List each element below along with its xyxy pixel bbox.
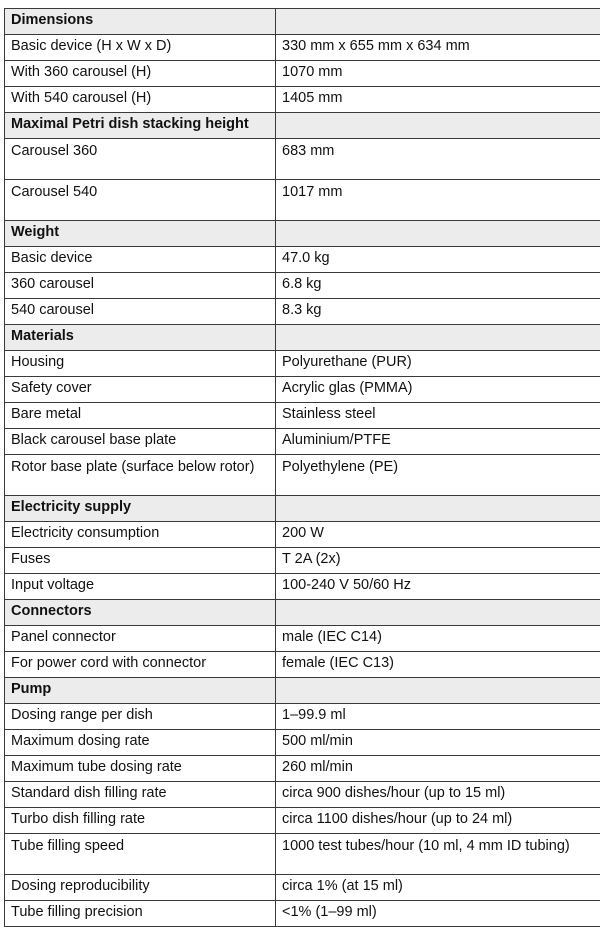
spec-value: circa 900 dishes/hour (up to 15 ml) (276, 782, 600, 808)
spec-value: 47.0 kg (276, 247, 600, 273)
spec-label: Maximum tube dosing rate (5, 756, 276, 782)
table-row (5, 834, 600, 875)
spec-value: Stainless steel (276, 403, 600, 429)
spec-value: 1000 test tubes/hour (10 ml, 4 mm ID tubing) (276, 834, 600, 875)
spec-label: Electricity consumption (5, 522, 276, 548)
spec-value: 683 mm (276, 139, 600, 180)
spec-value: 200 W (276, 522, 600, 548)
section-title-empty-cell (276, 325, 600, 351)
spec-value: 1017 mm (276, 180, 600, 221)
table-row (5, 782, 600, 808)
spec-label: Panel connector (5, 626, 276, 652)
table-row (5, 548, 600, 574)
spec-label: Bare metal (5, 403, 276, 429)
section-title: Pump (5, 678, 276, 704)
specifications-table-body (5, 9, 600, 927)
table-row (5, 574, 600, 600)
table-row (5, 61, 600, 87)
spec-value: 1405 mm (276, 87, 600, 113)
section-title: Weight (5, 221, 276, 247)
section-title-empty-cell (276, 9, 600, 35)
table-row (5, 87, 600, 113)
spec-label: Fuses (5, 548, 276, 574)
spec-label: 360 carousel (5, 273, 276, 299)
table-row (5, 35, 600, 61)
table-row (5, 455, 600, 496)
section-title: Electricity supply (5, 496, 276, 522)
section-title-empty-cell (276, 113, 600, 139)
table-row (5, 808, 600, 834)
section-title: Materials (5, 325, 276, 351)
section-header-row (5, 221, 600, 247)
spec-label: Housing (5, 351, 276, 377)
table-row (5, 901, 600, 927)
spec-value: male (IEC C14) (276, 626, 600, 652)
table-row (5, 429, 600, 455)
spec-value: Aluminium/PTFE (276, 429, 600, 455)
spec-label: Maximum dosing rate (5, 730, 276, 756)
section-title: Connectors (5, 600, 276, 626)
spec-label: Carousel 360 (5, 139, 276, 180)
section-title: Maximal Petri dish stacking height (5, 113, 276, 139)
spec-label: Black carousel base plate (5, 429, 276, 455)
spec-value: 1070 mm (276, 61, 600, 87)
spec-label: 540 carousel (5, 299, 276, 325)
section-header-row (5, 9, 600, 35)
table-row (5, 273, 600, 299)
spec-value: Polyethylene (PE) (276, 455, 600, 496)
spec-value: circa 1100 dishes/hour (up to 24 ml) (276, 808, 600, 834)
table-row (5, 730, 600, 756)
spec-label: With 540 carousel (H) (5, 87, 276, 113)
section-header-row (5, 325, 600, 351)
table-row (5, 704, 600, 730)
section-title-empty-cell (276, 678, 600, 704)
spec-value: T 2A (2x) (276, 548, 600, 574)
spec-value: <1% (1–99 ml) (276, 901, 600, 927)
spec-value: 8.3 kg (276, 299, 600, 325)
spec-value: 330 mm x 655 mm x 634 mm (276, 35, 600, 61)
table-row (5, 875, 600, 901)
section-title-empty-cell (276, 496, 600, 522)
section-title-empty-cell (276, 221, 600, 247)
section-title-empty-cell (276, 600, 600, 626)
table-row (5, 652, 600, 678)
table-row (5, 626, 600, 652)
table-row (5, 247, 600, 273)
spec-label: Standard dish filling rate (5, 782, 276, 808)
spec-label: Rotor base plate (surface below rotor) (5, 455, 276, 496)
spec-value: Acrylic glas (PMMA) (276, 377, 600, 403)
spec-label: Input voltage (5, 574, 276, 600)
section-header-row (5, 678, 600, 704)
spec-label: Carousel 540 (5, 180, 276, 221)
spec-label: Dosing reproducibility (5, 875, 276, 901)
section-title: Dimensions (5, 9, 276, 35)
spec-label: Basic device (5, 247, 276, 273)
table-row (5, 139, 600, 180)
table-row (5, 522, 600, 548)
spec-value: 1–99.9 ml (276, 704, 600, 730)
spec-label: Turbo dish filling rate (5, 808, 276, 834)
table-row (5, 351, 600, 377)
section-header-row (5, 113, 600, 139)
spec-label: Tube filling precision (5, 901, 276, 927)
spec-value: circa 1% (at 15 ml) (276, 875, 600, 901)
spec-value: 500 ml/min (276, 730, 600, 756)
spec-value: female (IEC C13) (276, 652, 600, 678)
table-row (5, 299, 600, 325)
spec-label: Basic device (H x W x D) (5, 35, 276, 61)
spec-label: With 360 carousel (H) (5, 61, 276, 87)
table-row (5, 403, 600, 429)
section-header-row (5, 496, 600, 522)
spec-value: 100-240 V 50/60 Hz (276, 574, 600, 600)
spec-value: 6.8 kg (276, 273, 600, 299)
spec-label: Tube filling speed (5, 834, 276, 875)
section-header-row (5, 600, 600, 626)
spec-label: For power cord with connector (5, 652, 276, 678)
spec-value: Polyurethane (PUR) (276, 351, 600, 377)
table-row (5, 180, 600, 221)
spec-label: Dosing range per dish (5, 704, 276, 730)
spec-value: 260 ml/min (276, 756, 600, 782)
table-row (5, 377, 600, 403)
specifications-table (4, 8, 600, 927)
table-row (5, 756, 600, 782)
spec-label: Safety cover (5, 377, 276, 403)
